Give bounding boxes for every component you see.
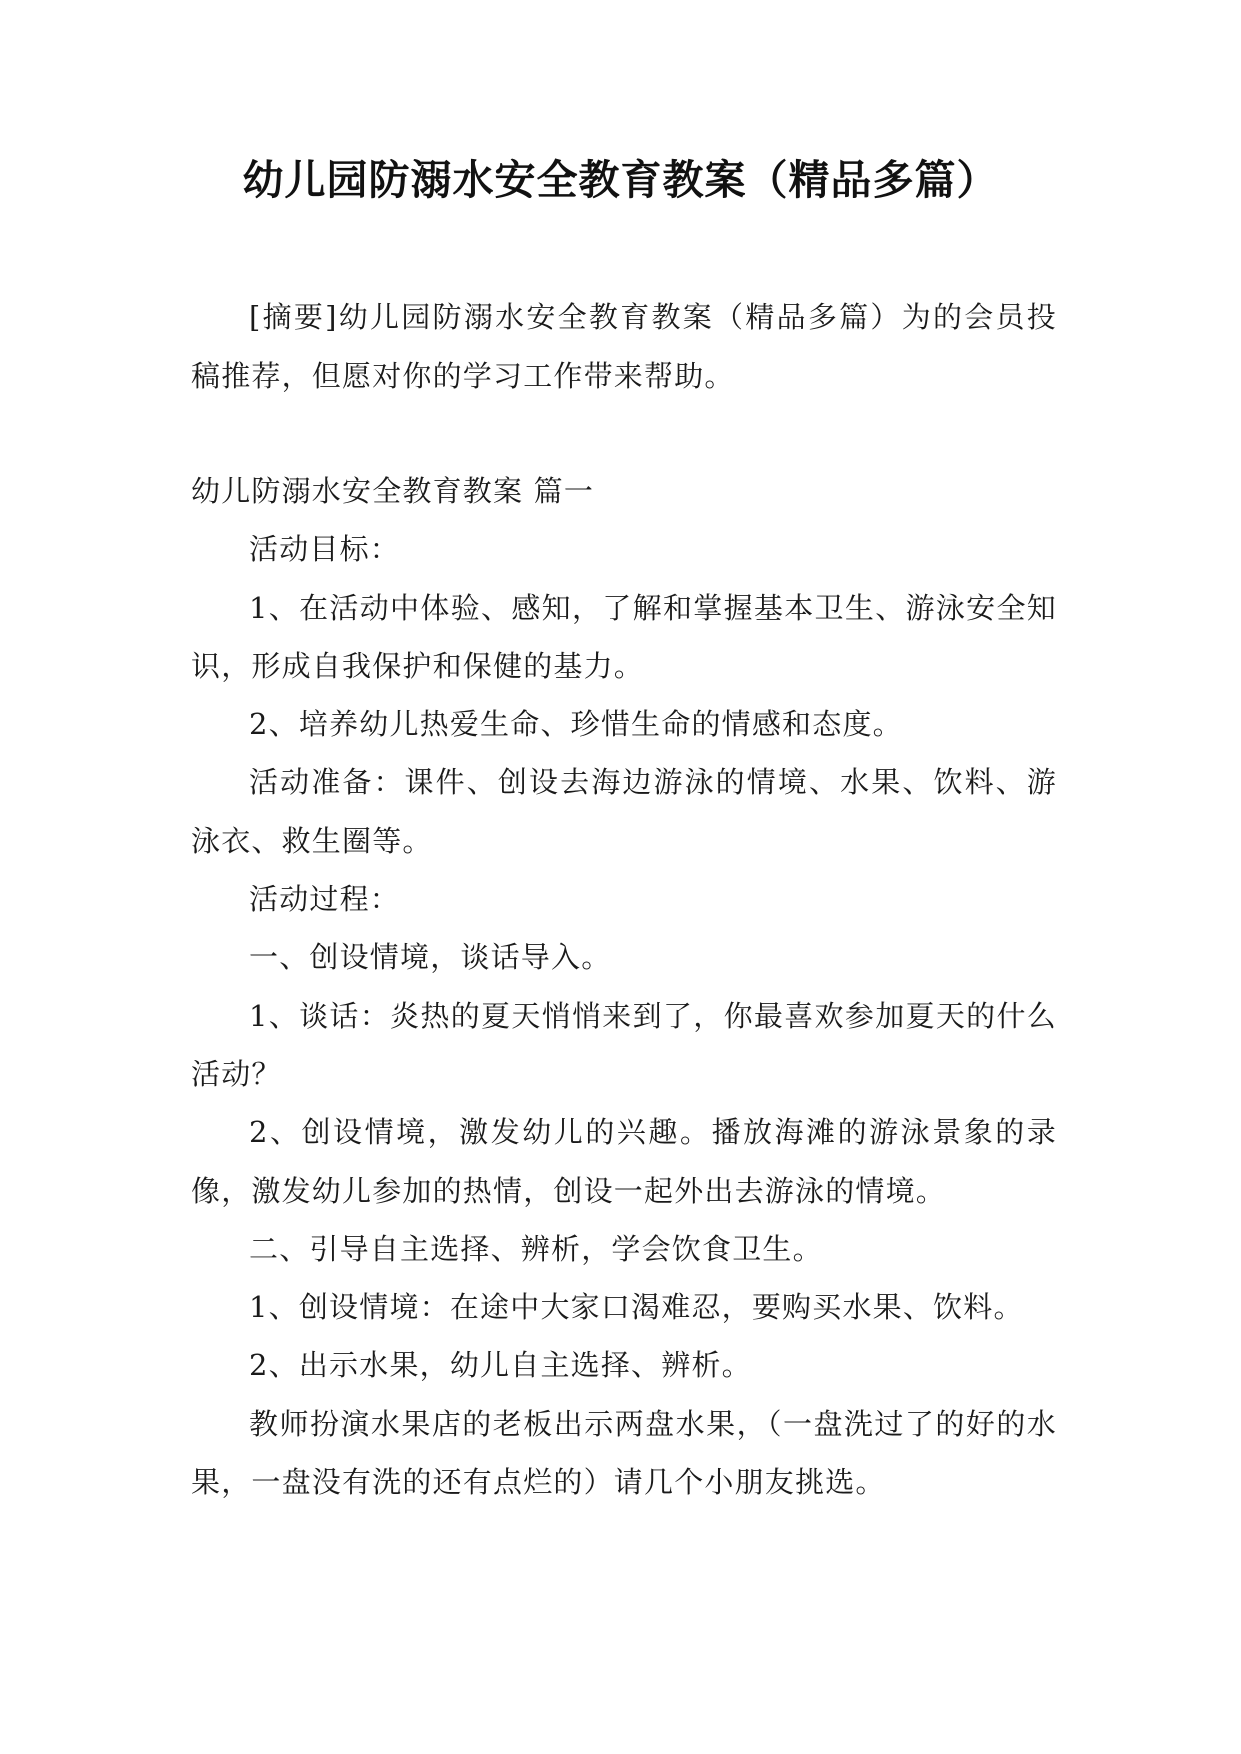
- paragraph-activity-goals: 活动目标：: [249, 532, 401, 567]
- paragraph-goal-2: 2、培养幼儿热爱生命、珍惜生命的情感和态度。: [249, 707, 903, 742]
- paragraph-preparation: 活动准备：课件、创设去海边游泳的情境、水果、饮料、游泳衣、救生圈等。: [191, 765, 1057, 858]
- paragraph-process: 活动过程：: [249, 882, 401, 917]
- paragraph-step-2-1: 1、创设情境：在途中大家口渴难忍，要购买水果、饮料。: [249, 1290, 1024, 1325]
- paragraph-goal-1: 1、在活动中体验、感知，了解和掌握基本卫生、游泳安全知识，形成自我保护和保健的基力。: [191, 590, 1057, 683]
- paragraph-step-2-2: 2、出示水果，幼儿自主选择、辨析。: [249, 1348, 752, 1383]
- content-block: [191, 462, 1057, 1511]
- paragraph-teacher-role: 教师扮演水果店的老板出示两盘水果，（一盘洗过了的好的水果，一盘没有洗的还有点烂的）请几个小朋友挑选。: [191, 1406, 1057, 1500]
- abstract-paragraph: [摘要]幼儿园防溺水安全教育教案（精品多篇）为的会员投稿推荐，但愿对你的学习工作带来帮助。: [191, 300, 1057, 393]
- paragraph-step-1-1: 1、谈话：炎热的夏天悄悄来到了，你最喜欢参加夏天的什么活动？: [191, 998, 1057, 1091]
- paragraph-step-1-2: 2、创设情境，激发幼儿的兴趣。播放海滩的游泳景象的录像，激发幼儿参加的热情，创设一起外出去游泳的情境。: [191, 1115, 1057, 1208]
- abstract-block: [191, 288, 1057, 406]
- paragraph-step-1: 一、创设情境，谈话导入。: [249, 940, 612, 975]
- section-heading: 幼儿防溺水安全教育教案 篇一: [191, 474, 595, 508]
- paragraph-step-2: 二、引导自主选择、辨析，学会饮食卫生。: [249, 1231, 823, 1266]
- document-title: 幼儿园防溺水安全教育教案（精品多篇）: [242, 156, 999, 204]
